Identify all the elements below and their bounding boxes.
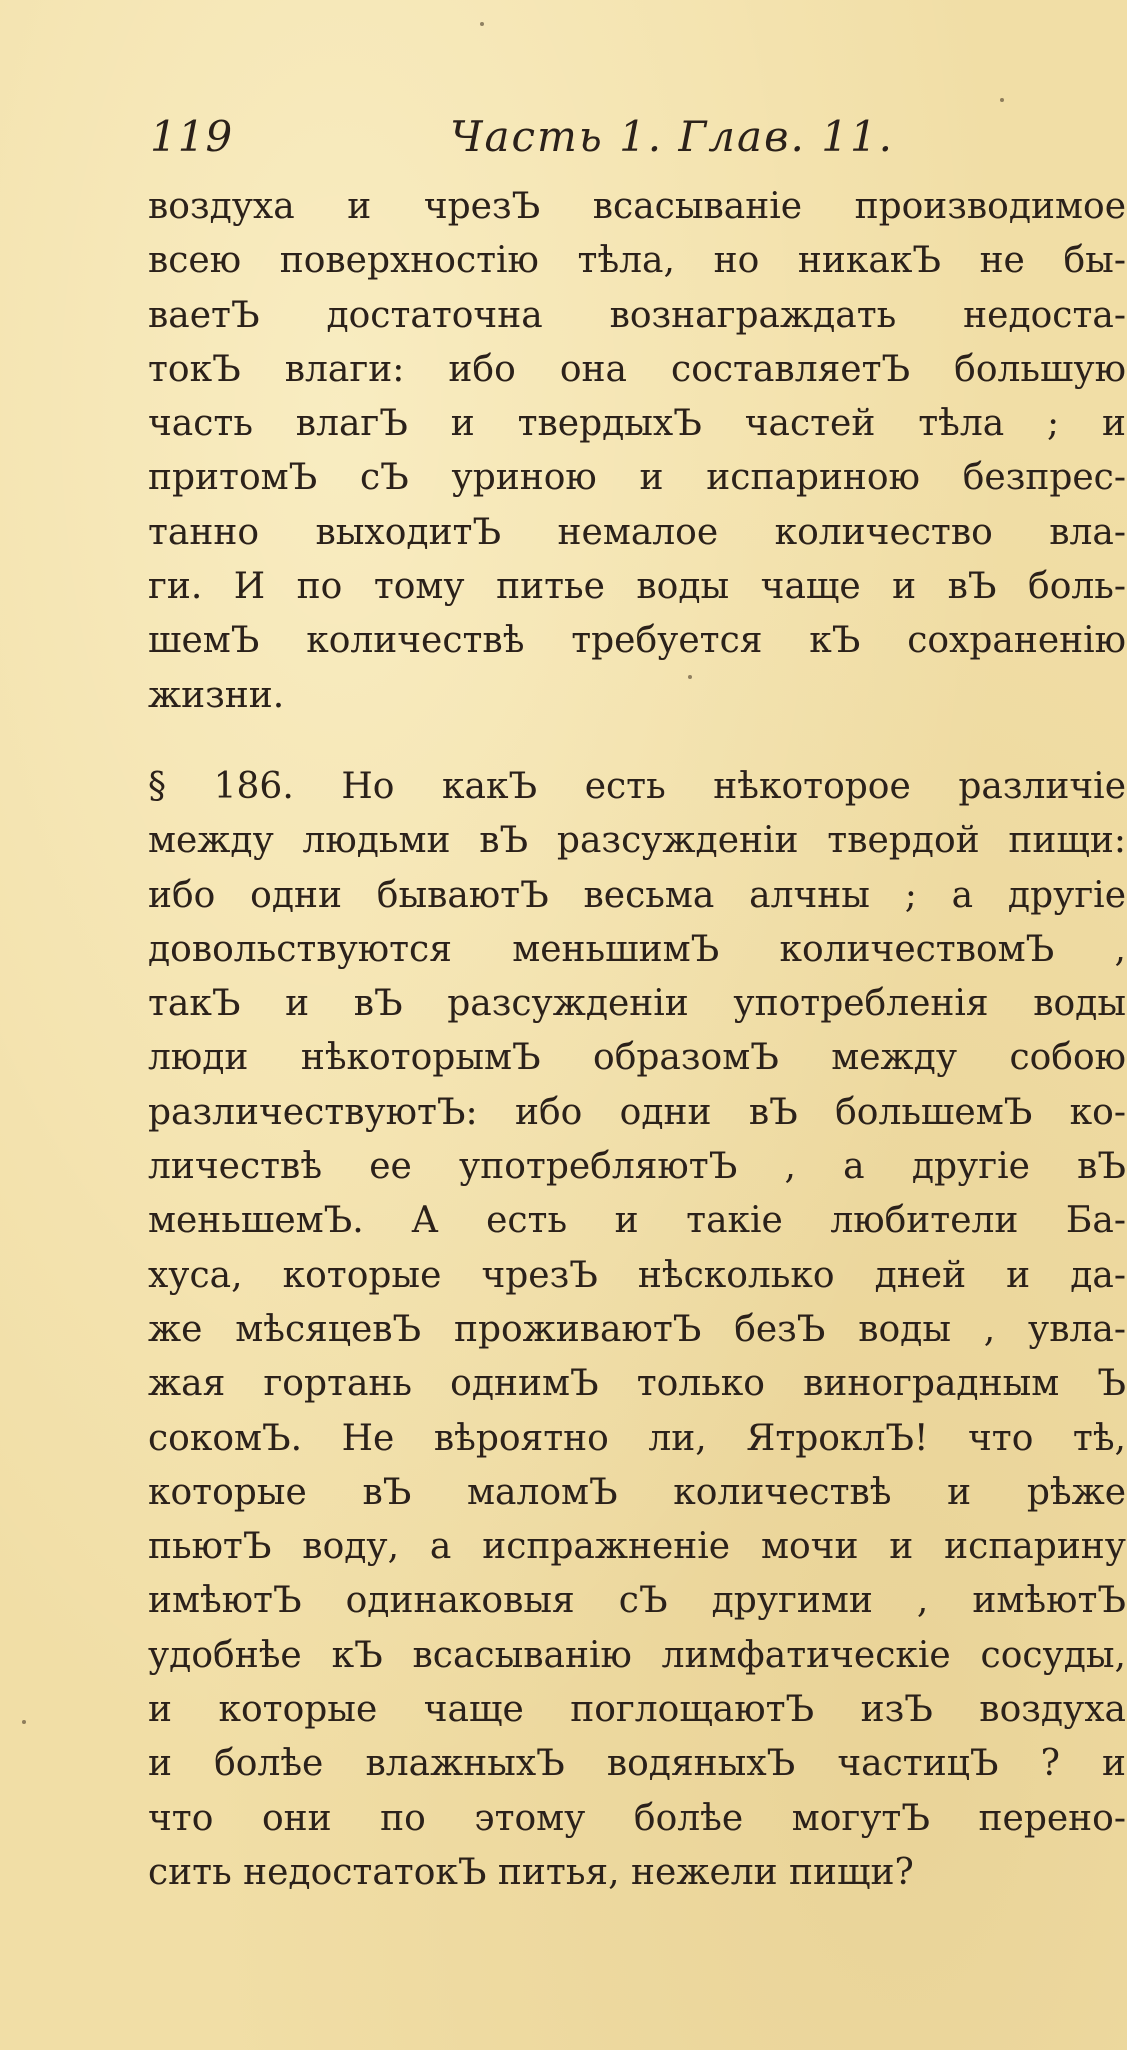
text-line: ваетЪ достаточна вознаграждать недоста-	[148, 294, 1126, 336]
chapter-title: Часть 1. Глав. 11.	[450, 112, 895, 161]
text-line: меньшемЪ. А есть и такіе любители Ба-	[148, 1200, 1126, 1242]
text-line: всею поверхностію тѣла, но никакЪ не бы-	[148, 240, 1126, 282]
text-line: которые вЪ маломЪ количествѣ и рѣже	[148, 1471, 1126, 1513]
text-line: жизни.	[148, 674, 285, 716]
running-head	[150, 112, 1005, 172]
paper-speck	[22, 1720, 26, 1724]
text-line: сить недостатокЪ питья, нежели пищи?	[148, 1851, 914, 1893]
text-line: и болѣе влажныхЪ водяныхЪ частицЪ ? и	[148, 1743, 1126, 1785]
section-heading-line: § 186. Но какЪ есть нѣкоторое различіе	[148, 766, 1126, 807]
text-line: пьютЪ воду, а испражненіе мочи и испарину	[148, 1526, 1126, 1568]
page-number: 119	[150, 112, 234, 161]
paper-speck	[1000, 98, 1004, 102]
text-line: такЪ и вЪ разсужденіи употребленія воды	[148, 983, 1126, 1025]
text-line: ибо одни бываютЪ весьма алчны ; а другіе	[148, 874, 1126, 916]
text-line: сокомЪ. Не вѣроятно ли, ЯтроклЪ! что тѣ,	[148, 1417, 1126, 1459]
paragraph-continued	[148, 180, 1126, 723]
text-line: воздуха и чрезЪ всасываніе производимое	[148, 186, 1126, 227]
text-line: часть влагЪ и твердыхЪ частей тѣла ; и	[148, 403, 1126, 445]
text-line: ги. И по тому питье воды чаще и вЪ боль-	[148, 566, 1126, 608]
text-line: довольствуются меньшимЪ количествомЪ ,	[148, 928, 1126, 970]
paper-speck	[480, 22, 484, 26]
text-line: и которые чаще поглощаютЪ изЪ воздуха	[148, 1689, 1126, 1731]
paragraph-section-186	[148, 760, 1126, 1900]
text-line: хуса, которые чрезЪ нѣсколько дней и да-	[148, 1254, 1126, 1296]
text-line: токЪ влаги: ибо она составляетЪ большую	[148, 348, 1126, 390]
text-line: что они по этому болѣе могутЪ перено-	[148, 1797, 1126, 1839]
text-line: имѣютЪ одинаковыя сЪ другими , имѣютЪ	[148, 1580, 1126, 1622]
text-line: шемЪ количествѣ требуется кЪ сохраненію	[148, 620, 1126, 662]
paper-speck	[688, 675, 692, 679]
text-line: притомЪ сЪ уриною и испариною безпрес-	[148, 457, 1126, 499]
text-line: танно выходитЪ немалое количество вла-	[148, 511, 1126, 553]
text-line: же мѣсяцевЪ проживаютЪ безЪ воды , увла-	[148, 1308, 1126, 1350]
text-line: различествуютЪ: ибо одни вЪ большемЪ ко-	[148, 1091, 1126, 1133]
text-line: между людьми вЪ разсужденіи твердой пищи:	[148, 820, 1126, 862]
text-line: жая гортань однимЪ только виноградным Ъ	[148, 1363, 1126, 1405]
text-line: удобнѣе кЪ всасыванію лимфатическіе сосуды,	[148, 1634, 1126, 1676]
text-line: личествѣ ее употребляютЪ , а другіе вЪ	[148, 1146, 1126, 1188]
text-line: люди нѣкоторымЪ образомЪ между собою	[148, 1037, 1126, 1079]
